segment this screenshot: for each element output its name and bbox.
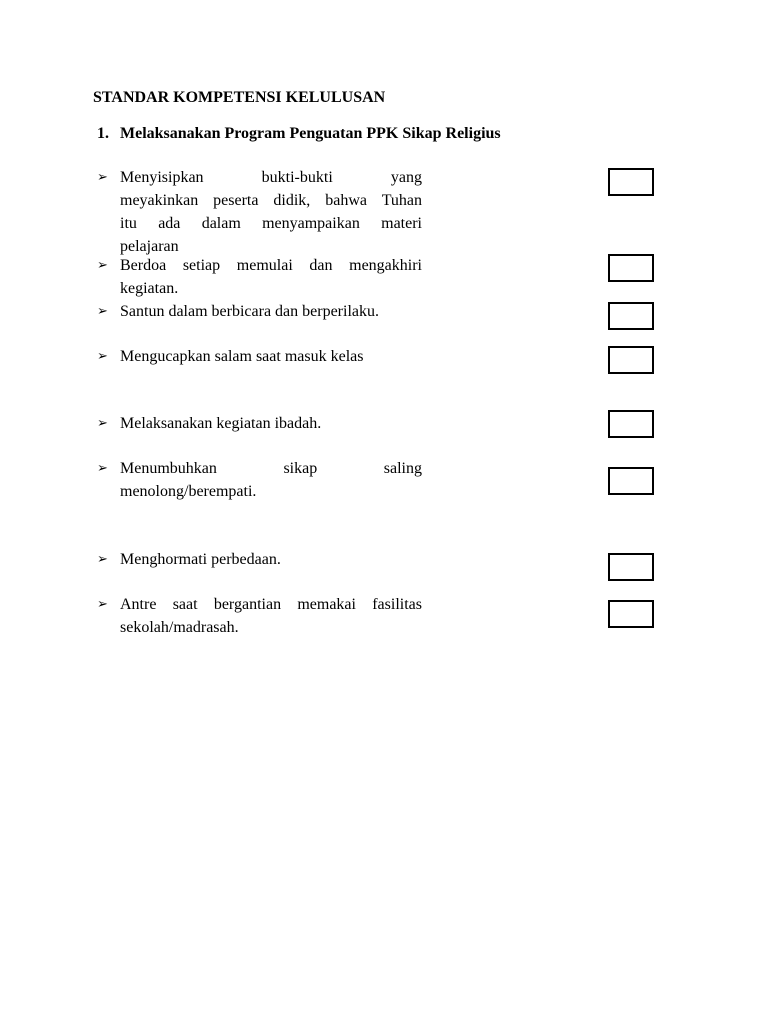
- text-line: meyakinkan peserta didik, bahwa Tuhan: [120, 192, 422, 209]
- text-line: Santun dalam berbicara dan berperilaku.: [120, 303, 379, 320]
- checkbox-item-6[interactable]: [608, 467, 654, 495]
- list-item-text: [120, 457, 422, 503]
- text-line: Mengucapkan salam saat masuk kelas: [120, 348, 364, 365]
- text-line: Menghormati perbedaan.: [120, 551, 281, 568]
- arrow-bullet-icon: ➢: [97, 597, 108, 612]
- list-item-text: [120, 254, 422, 300]
- section-label: Melaksanakan Program Penguatan PPK Sikap Religius: [120, 125, 501, 142]
- checkbox-item-7[interactable]: [608, 553, 654, 581]
- document-title: STANDAR KOMPETENSI KELULUSAN: [93, 89, 386, 106]
- arrow-bullet-icon: ➢: [97, 349, 108, 364]
- text-line: menolong/berempati.: [120, 483, 257, 500]
- arrow-bullet-icon: ➢: [97, 416, 108, 431]
- list-item-text: [120, 593, 422, 639]
- checkbox-item-3[interactable]: [608, 302, 654, 330]
- checkbox-item-1[interactable]: [608, 168, 654, 196]
- checkbox-item-5[interactable]: [608, 410, 654, 438]
- arrow-bullet-icon: ➢: [97, 552, 108, 567]
- text-line: sekolah/madrasah.: [120, 619, 239, 636]
- list-item-text: [120, 300, 422, 323]
- text-line: Antre saat bergantian memakai fasilitas: [120, 596, 422, 613]
- list-item-text: [120, 166, 422, 258]
- arrow-bullet-icon: ➢: [97, 170, 108, 185]
- arrow-bullet-icon: ➢: [97, 461, 108, 476]
- text-line: Berdoa setiap memulai dan mengakhiri: [120, 257, 422, 274]
- section-number: 1.: [97, 125, 109, 142]
- checkbox-item-8[interactable]: [608, 600, 654, 628]
- text-line: Menyisipkan bukti-bukti yang: [120, 169, 422, 186]
- text-line: Menumbuhkan sikap saling: [120, 460, 422, 477]
- arrow-bullet-icon: ➢: [97, 258, 108, 273]
- list-item-text: [120, 345, 422, 368]
- text-line: pelajaran: [120, 238, 179, 255]
- checkbox-item-2[interactable]: [608, 254, 654, 282]
- list-item-text: [120, 548, 422, 571]
- checkbox-item-4[interactable]: [608, 346, 654, 374]
- text-line: kegiatan.: [120, 280, 179, 297]
- list-item-text: [120, 412, 422, 435]
- text-line: Melaksanakan kegiatan ibadah.: [120, 415, 322, 432]
- text-line: itu ada dalam menyampaikan materi: [120, 215, 422, 232]
- arrow-bullet-icon: ➢: [97, 304, 108, 319]
